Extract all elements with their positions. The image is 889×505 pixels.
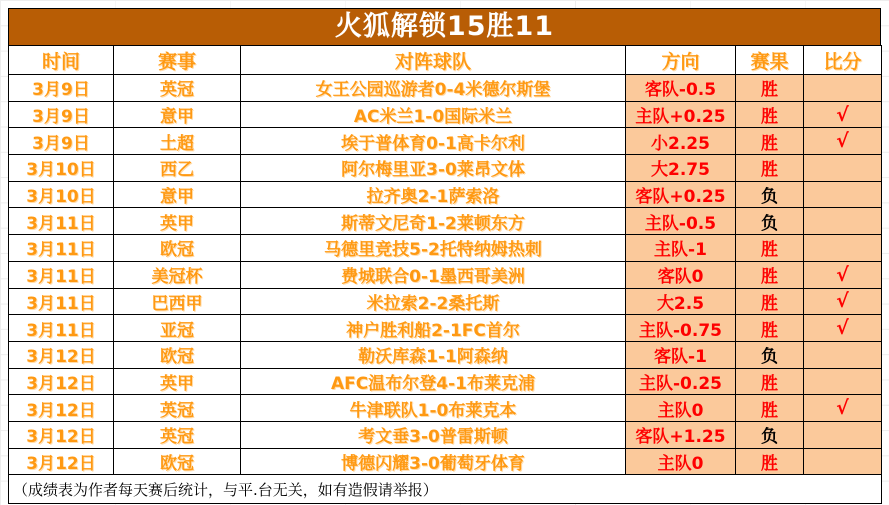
match-cell: 考文垂3-0普雷斯顿 [241, 421, 626, 448]
result-cell: 胜 [736, 395, 804, 422]
league-cell: 意甲 [114, 101, 241, 128]
result-cell: 胜 [736, 101, 804, 128]
direction-cell: 大2.75 [626, 155, 736, 182]
score-check-cell [804, 341, 882, 368]
direction-cell: 大2.5 [626, 288, 736, 315]
score-check-cell: √ [804, 395, 882, 422]
league-cell: 意甲 [114, 181, 241, 208]
table-row [9, 261, 882, 288]
league-cell: 英甲 [114, 208, 241, 235]
league-cell: 美冠杯 [114, 261, 241, 288]
table-row [9, 101, 882, 128]
date-cell: 3月12日 [9, 341, 114, 368]
table-row [9, 395, 882, 422]
match-cell: AC米兰1-0国际米兰 [241, 101, 626, 128]
league-cell: 英冠 [114, 395, 241, 422]
date-cell: 3月11日 [9, 315, 114, 342]
table-row [9, 315, 882, 342]
date-cell: 3月12日 [9, 368, 114, 395]
league-cell: 欧冠 [114, 235, 241, 262]
date-cell: 3月9日 [9, 75, 114, 102]
date-cell: 3月11日 [9, 288, 114, 315]
result-cell: 负 [736, 341, 804, 368]
league-cell: 巴西甲 [114, 288, 241, 315]
direction-cell: 主队0 [626, 395, 736, 422]
match-cell: 博德闪耀3-0葡萄牙体育 [241, 448, 626, 475]
header-time: 时间 [9, 46, 114, 75]
match-cell: 米拉索2-2桑托斯 [241, 288, 626, 315]
result-cell: 胜 [736, 128, 804, 155]
date-cell: 3月10日 [9, 181, 114, 208]
score-check-cell [804, 235, 882, 262]
date-cell: 3月12日 [9, 395, 114, 422]
match-cell: 牛津联队1-0布莱克本 [241, 395, 626, 422]
match-cell: 女王公园巡游者0-4米德尔斯堡 [241, 75, 626, 102]
match-cell: 埃于普体育0-1高卡尔利 [241, 128, 626, 155]
result-cell: 负 [736, 181, 804, 208]
date-cell: 3月11日 [9, 261, 114, 288]
match-cell: AFC温布尔登4-1布莱克浦 [241, 368, 626, 395]
match-cell: 费城联合0-1墨西哥美洲 [241, 261, 626, 288]
result-cell: 负 [736, 421, 804, 448]
direction-cell: 主队0 [626, 448, 736, 475]
results-sheet [8, 8, 881, 504]
direction-cell: 小2.25 [626, 128, 736, 155]
table-row [9, 288, 882, 315]
table-row [9, 368, 882, 395]
result-cell: 胜 [736, 315, 804, 342]
table-row [9, 235, 882, 262]
score-check-cell [804, 181, 882, 208]
footer-row [9, 475, 882, 504]
direction-cell: 主队-0.75 [626, 315, 736, 342]
result-cell: 胜 [736, 368, 804, 395]
header-result: 赛果 [736, 46, 804, 75]
header-score: 比分 [804, 46, 882, 75]
league-cell: 欧冠 [114, 448, 241, 475]
match-cell: 马德里竞技5-2托特纳姆热刺 [241, 235, 626, 262]
result-cell: 胜 [736, 155, 804, 182]
result-cell: 负 [736, 208, 804, 235]
league-cell: 欧冠 [114, 341, 241, 368]
result-cell: 胜 [736, 235, 804, 262]
league-cell: 英甲 [114, 368, 241, 395]
date-cell: 3月11日 [9, 208, 114, 235]
date-cell: 3月11日 [9, 235, 114, 262]
header-direction: 方向 [626, 46, 736, 75]
match-cell: 神户胜利船2-1FC首尔 [241, 315, 626, 342]
score-check-cell [804, 75, 882, 102]
table-row [9, 341, 882, 368]
header-matchup: 对阵球队 [241, 46, 626, 75]
score-check-cell: √ [804, 288, 882, 315]
league-cell: 亚冠 [114, 315, 241, 342]
result-cell: 胜 [736, 288, 804, 315]
score-check-cell [804, 448, 882, 475]
table-row [9, 155, 882, 182]
score-check-cell: √ [804, 315, 882, 342]
date-cell: 3月9日 [9, 101, 114, 128]
direction-cell: 客队+0.25 [626, 181, 736, 208]
score-check-cell [804, 155, 882, 182]
match-cell: 勒沃库森1-1阿森纳 [241, 341, 626, 368]
table-row [9, 208, 882, 235]
direction-cell: 主队-0.25 [626, 368, 736, 395]
direction-cell: 客队-0.5 [626, 75, 736, 102]
table-row [9, 421, 882, 448]
score-check-cell: √ [804, 101, 882, 128]
score-check-cell: √ [804, 261, 882, 288]
date-cell: 3月12日 [9, 448, 114, 475]
title-banner: 火狐解锁15胜11 [8, 8, 881, 45]
match-cell: 拉齐奥2-1萨索洛 [241, 181, 626, 208]
direction-cell: 主队-1 [626, 235, 736, 262]
date-cell: 3月12日 [9, 421, 114, 448]
footer-note: （成绩表为作者每天赛后统计，与平.台无关，如有造假请举报） [9, 475, 882, 504]
match-cell: 阿尔梅里亚3-0莱昂文体 [241, 155, 626, 182]
direction-cell: 客队+1.25 [626, 421, 736, 448]
direction-cell: 客队-1 [626, 341, 736, 368]
results-table [8, 45, 882, 504]
score-check-cell [804, 421, 882, 448]
header-row [9, 46, 882, 75]
date-cell: 3月10日 [9, 155, 114, 182]
table-row [9, 128, 882, 155]
result-cell: 胜 [736, 75, 804, 102]
date-cell: 3月9日 [9, 128, 114, 155]
table-row [9, 181, 882, 208]
score-check-cell [804, 368, 882, 395]
match-cell: 斯蒂文尼奇1-2莱顿东方 [241, 208, 626, 235]
direction-cell: 客队0 [626, 261, 736, 288]
league-cell: 英冠 [114, 75, 241, 102]
result-cell: 胜 [736, 448, 804, 475]
score-check-cell [804, 208, 882, 235]
header-league: 赛事 [114, 46, 241, 75]
league-cell: 英冠 [114, 421, 241, 448]
table-row [9, 75, 882, 102]
league-cell: 土超 [114, 128, 241, 155]
result-cell: 胜 [736, 261, 804, 288]
direction-cell: 主队-0.5 [626, 208, 736, 235]
score-check-cell: √ [804, 128, 882, 155]
direction-cell: 主队+0.25 [626, 101, 736, 128]
league-cell: 西乙 [114, 155, 241, 182]
table-row [9, 448, 882, 475]
